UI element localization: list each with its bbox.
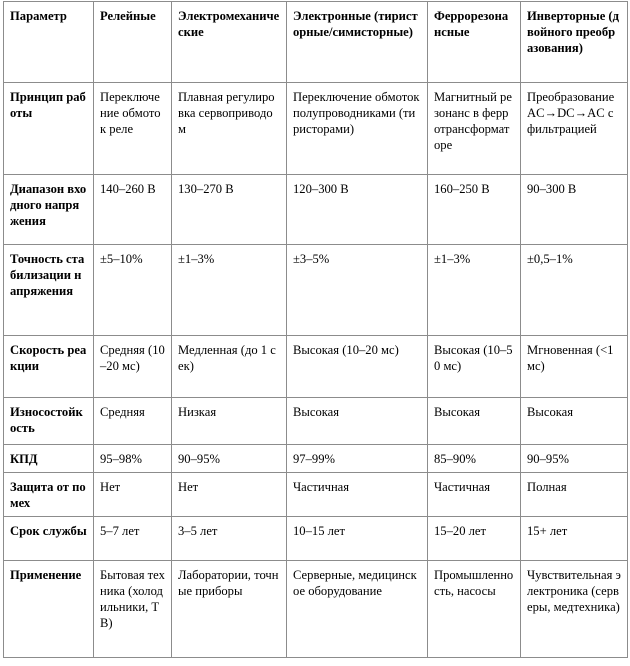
cell-relay: ±5–10% <box>94 245 172 336</box>
header-param: Параметр <box>4 2 94 83</box>
cell-electronic: Высокая (10–20 мс) <box>287 336 428 398</box>
cell-inverter: Полная <box>521 473 628 517</box>
row-param: Принцип работы <box>4 83 94 175</box>
cell-electromech: Лаборатории, точные приборы <box>172 561 287 658</box>
row-param: Применение <box>4 561 94 658</box>
cell-inverter: Чувствительная электроника (серверы, медтехника) <box>521 561 628 658</box>
cell-ferro: Частичная <box>428 473 521 517</box>
cell-electromech: ±1–3% <box>172 245 287 336</box>
cell-ferro: Высокая (10–50 мс) <box>428 336 521 398</box>
cell-electromech: Плавная регулировка сервоприводом <box>172 83 287 175</box>
row-param: КПД <box>4 445 94 473</box>
cell-ferro: Магнитный резонанс в ферротрансформаторе <box>428 83 521 175</box>
cell-electronic: Частичная <box>287 473 428 517</box>
cell-electronic: 120–300 В <box>287 175 428 245</box>
cell-ferro: Высокая <box>428 398 521 445</box>
cell-inverter: 15+ лет <box>521 517 628 561</box>
row-param: Скорость реакции <box>4 336 94 398</box>
row-param: Защита от помех <box>4 473 94 517</box>
cell-relay: 5–7 лет <box>94 517 172 561</box>
cell-electromech: 3–5 лет <box>172 517 287 561</box>
header-electronic: Электронные (тиристорные/симисторные) <box>287 2 428 83</box>
cell-relay: Нет <box>94 473 172 517</box>
cell-inverter: 90–300 В <box>521 175 628 245</box>
cell-electronic: Высокая <box>287 398 428 445</box>
cell-relay: 140–260 В <box>94 175 172 245</box>
cell-relay: Средняя <box>94 398 172 445</box>
row-param: Срок службы <box>4 517 94 561</box>
cell-electronic: Серверные, медицинское оборудование <box>287 561 428 658</box>
cell-inverter: ±0,5–1% <box>521 245 628 336</box>
cell-ferro: 160–250 В <box>428 175 521 245</box>
cell-electromech: Нет <box>172 473 287 517</box>
table-row <box>4 175 628 245</box>
cell-electronic: 10–15 лет <box>287 517 428 561</box>
cell-ferro: 15–20 лет <box>428 517 521 561</box>
cell-electromech: 90–95% <box>172 445 287 473</box>
header-ferro: Феррорезонансные <box>428 2 521 83</box>
cell-electromech: Медленная (до 1 сек) <box>172 336 287 398</box>
cell-relay: 95–98% <box>94 445 172 473</box>
cell-inverter: Мгновенная (<1 мс) <box>521 336 628 398</box>
row-param: Диапазон входного напряжения <box>4 175 94 245</box>
comparison-table <box>3 1 628 658</box>
row-param: Износостойкость <box>4 398 94 445</box>
row-param: Точность стабилизации напряжения <box>4 245 94 336</box>
cell-ferro: Промышленность, насосы <box>428 561 521 658</box>
table-row <box>4 398 628 445</box>
table-row <box>4 561 628 658</box>
cell-ferro: 85–90% <box>428 445 521 473</box>
table-row <box>4 245 628 336</box>
cell-electromech: 130–270 В <box>172 175 287 245</box>
cell-relay: Средняя (10–20 мс) <box>94 336 172 398</box>
header-electromech: Электромеханические <box>172 2 287 83</box>
table-row <box>4 473 628 517</box>
header-inverter: Инверторные (двойного преобразования) <box>521 2 628 83</box>
cell-relay: Бытовая техника (холодильники, ТВ) <box>94 561 172 658</box>
header-relay: Релейные <box>94 2 172 83</box>
table-row <box>4 445 628 473</box>
cell-relay: Переключение обмоток реле <box>94 83 172 175</box>
cell-electromech: Низкая <box>172 398 287 445</box>
cell-electronic: 97–99% <box>287 445 428 473</box>
cell-inverter: 90–95% <box>521 445 628 473</box>
cell-inverter: Преобразование AC→DC→AC с фильтрацией <box>521 83 628 175</box>
table-row <box>4 83 628 175</box>
cell-inverter: Высокая <box>521 398 628 445</box>
cell-ferro: ±1–3% <box>428 245 521 336</box>
header-row <box>4 2 628 83</box>
cell-electronic: Переключение обмоток полупроводниками (тиристорами) <box>287 83 428 175</box>
table-row <box>4 336 628 398</box>
table-row <box>4 517 628 561</box>
cell-electronic: ±3–5% <box>287 245 428 336</box>
